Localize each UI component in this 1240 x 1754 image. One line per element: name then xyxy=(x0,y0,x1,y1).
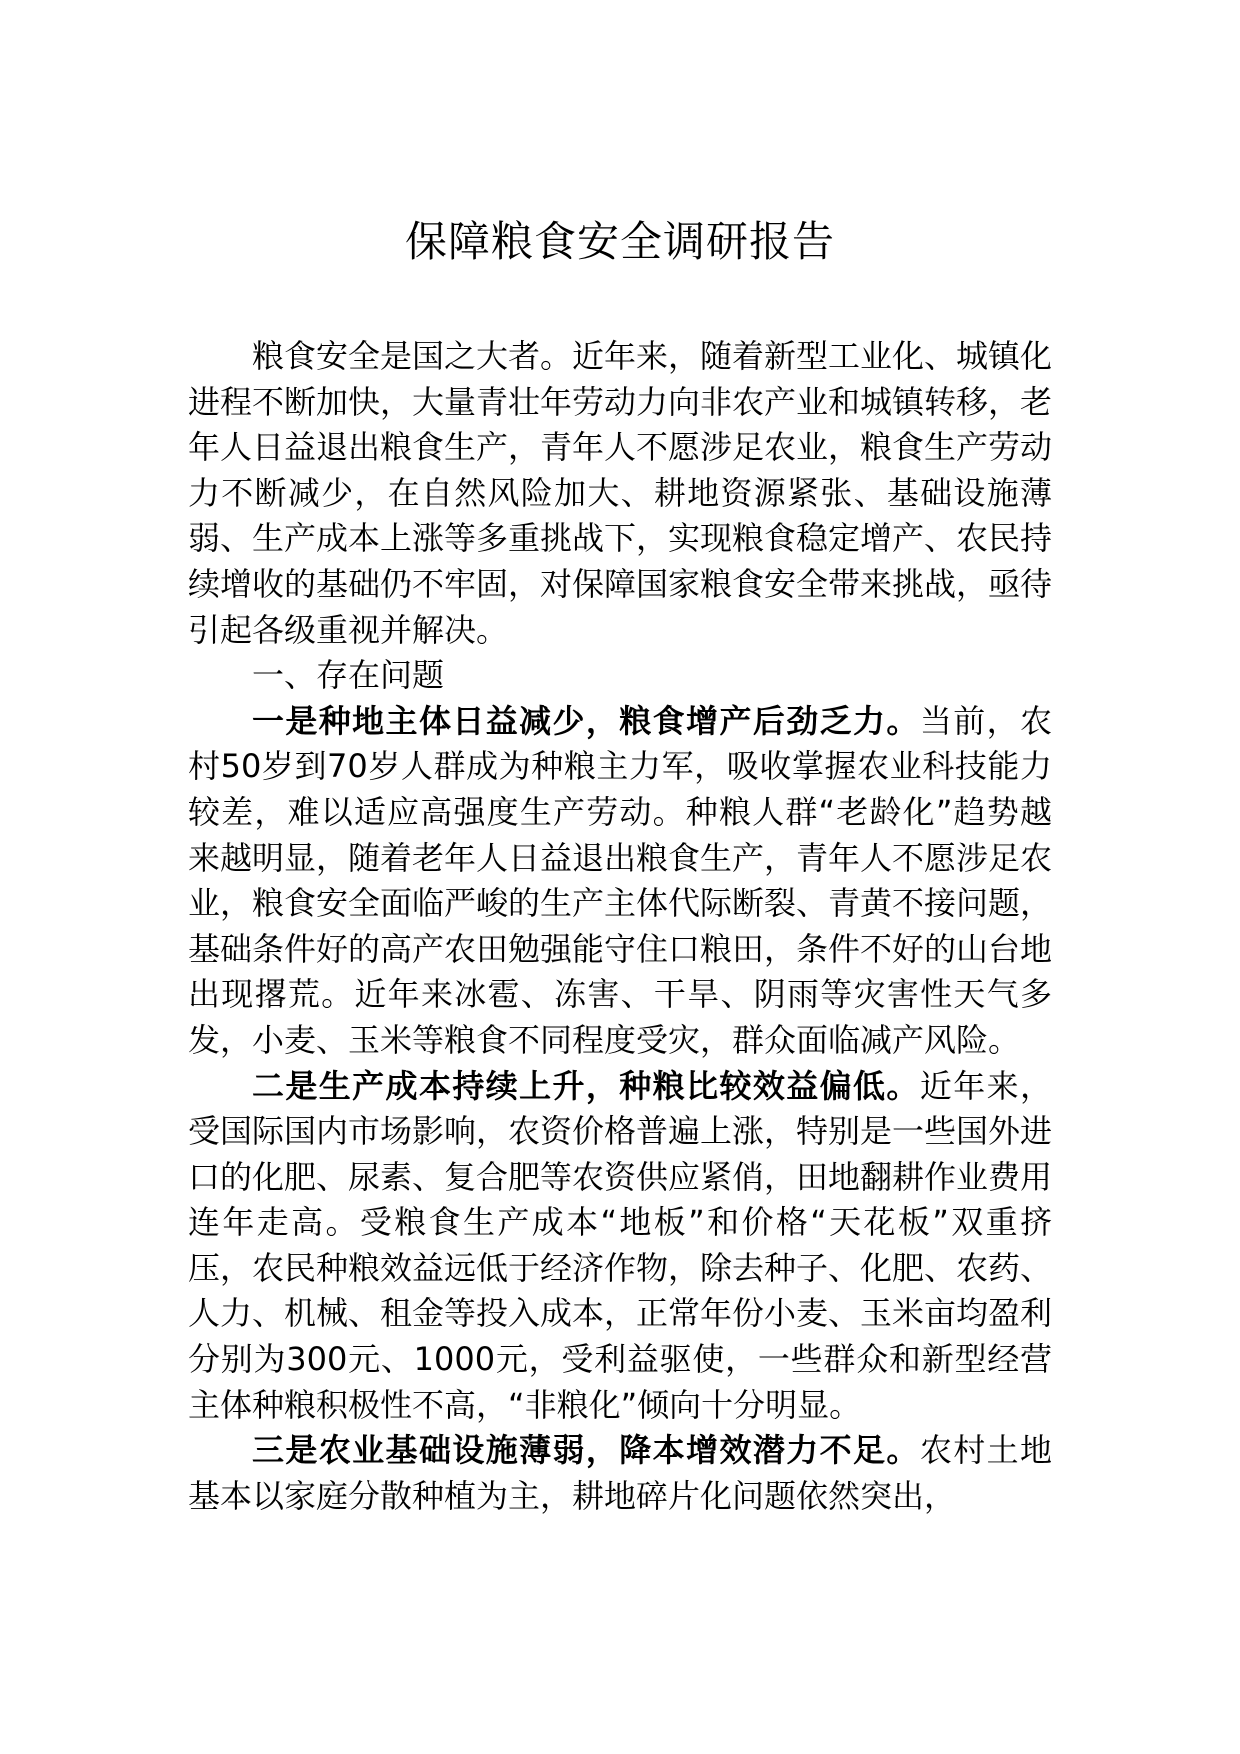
point-text: 近年来，受国际国内市场影响，农资价格普遍上涨，特别是一些国外进口的化肥、尿素、复合肥等农资供应紧俏，田地翻耕作业费用连年走高。受粮食生产成本“地板”和价格“天花板”双重挤压，农民种粮效益远低于经济作物，除去种子、化肥、农药、人力、机械、租金等投入成本，正常年份小麦、玉米亩均盈利分别为300元、1000元，受利益驱使，一些群众和新型经营主体种粮积极性不高，“非粮化”倾向十分明显。 xyxy=(188,1066,1053,1424)
document-title: 保障粮食安全调研报告 xyxy=(404,217,835,266)
point-lead: 二是生产成本持续上升，种粮比较效益偏低。 xyxy=(252,1066,920,1105)
section-heading: 一、存在问题 xyxy=(252,656,445,695)
point-lead: 一是种地主体日益减少，粮食增产后劲乏力。 xyxy=(252,701,920,740)
intro-paragraph: 粮食安全是国之大者。近年来，随着新型工业化、城镇化进程不断加快，大量青壮年劳动力向非农产业和城镇转移，老年人日益退出粮食生产，青年人不愿涉足农业，粮食生产劳动力不断减少，在自然风险加大、耕地资源紧张、基础设施薄弱、生产成本上涨等多重挑战下，实现粮食稳定增产、农民持续增收的基础仍不牢固，对保障国家粮食安全带来挑战，亟待引起各级重视并解决。 xyxy=(188,337,1053,649)
point-paragraph-2 xyxy=(188,1064,1052,1429)
point-lead: 三是农业基础设施薄弱，降本增效潜力不足。 xyxy=(252,1431,920,1470)
document-body xyxy=(188,334,1052,1519)
point-paragraph-1 xyxy=(188,699,1052,1064)
point-paragraph-3 xyxy=(188,1428,1052,1519)
point-text: 农村土地基本以家庭分散种植为主，耕地碎片化问题依然突出， xyxy=(188,1431,1052,1515)
point-text: 当前，农村50岁到70岁人群成为种粮主力军，吸收掌握农业科技能力较差，难以适应高强度生产劳动。种粮人群“老龄化”趋势越来越明显，随着老年人日益退出粮食生产，青年人不愿涉足农业，粮食安全面临严峻的生产主体代际断裂、青黄不接问题，基础条件好的高产农田勉强能守住口粮田，条件不好的山台地出现撂荒。近年来冰雹、冻害、干旱、阴雨等灾害性天气多发，小麦、玉米等粮食不同程度受灾，群众面临减产风险。 xyxy=(188,701,1053,1059)
